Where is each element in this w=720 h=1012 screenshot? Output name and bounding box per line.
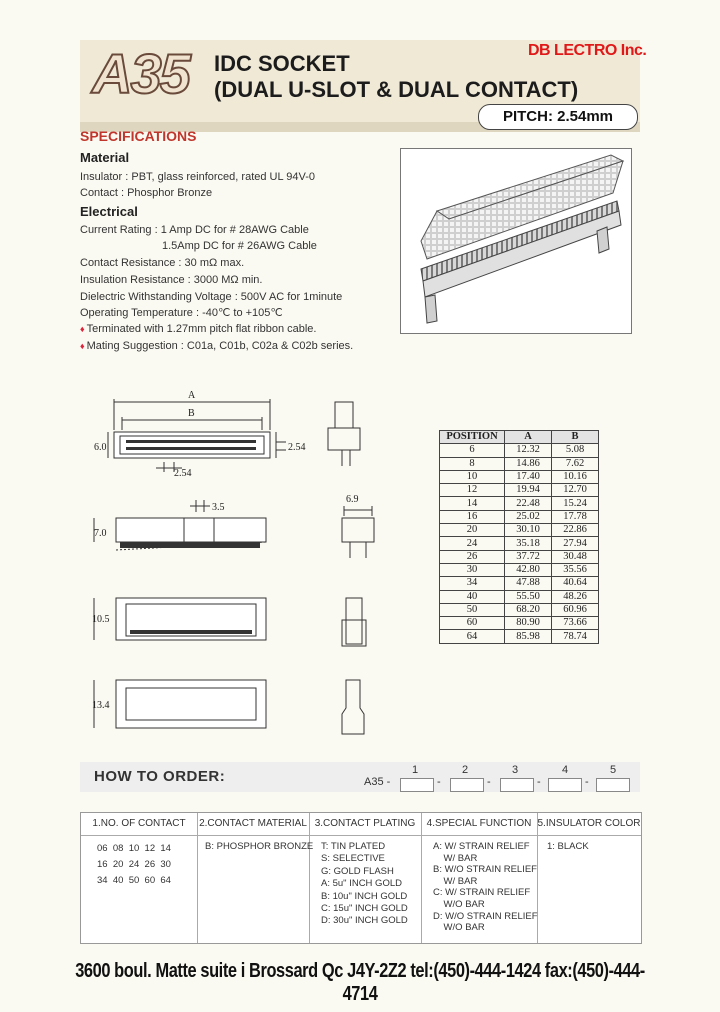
position-cell: 20 <box>440 524 505 537</box>
dim-a-cell: 37.72 <box>505 550 552 563</box>
order-option-line: C: W/ STRAIN RELIEF <box>433 887 531 899</box>
model-number: A35 <box>92 42 189 105</box>
order-option-line: W/ BAR <box>433 852 478 864</box>
dim-a-cell: 14.86 <box>505 457 552 470</box>
product-subtitle: (DUAL U-SLOT & DUAL CONTACT) <box>214 77 579 102</box>
order-options-table <box>80 812 642 944</box>
dim-b-cell: 48.26 <box>552 590 599 603</box>
order-slot-box <box>400 778 434 792</box>
position-cell: 24 <box>440 537 505 550</box>
note-line: ♦ Terminated with 1.27mm pitch flat ribbon cable. <box>80 323 317 335</box>
order-option-line: B: PHOSPHOR BRONZE <box>205 841 314 852</box>
position-cell: 34 <box>440 577 505 590</box>
diamond-bullet-icon: ♦ <box>80 324 85 334</box>
dim-b-cell: 5.08 <box>552 444 599 457</box>
order-slot-number: 3 <box>512 764 519 776</box>
dim-a-cell: 80.90 <box>505 617 552 630</box>
dim-label-13-4: 13.4 <box>92 700 110 711</box>
order-option-line: B: 10u" INCH GOLD <box>321 890 408 902</box>
product-photo <box>400 148 632 334</box>
dim-a-cell: 55.50 <box>505 590 552 603</box>
position-cell: 50 <box>440 603 505 616</box>
table-row <box>440 484 599 497</box>
dim-label-2-54-right: 2.54 <box>288 442 306 453</box>
technical-drawings <box>80 390 380 750</box>
position-cell: 6 <box>440 444 505 457</box>
spec-line: Dielectric Withstanding Voltage : 500V AC for 1minute <box>80 291 343 303</box>
position-cell: 60 <box>440 617 505 630</box>
order-option-line: T: TIN PLATED <box>321 841 386 852</box>
order-option-line: C: 15u" INCH GOLD <box>321 903 408 915</box>
col-header-position: POSITION <box>440 431 505 444</box>
order-column-lines <box>97 841 171 889</box>
order-option-line: G: GOLD FLASH <box>321 865 394 877</box>
specifications-heading: SPECIFICATIONS <box>80 128 197 144</box>
col-header-a: A <box>505 431 552 444</box>
note-line: ♦ Mating Suggestion : C01a, C01b, C02a & C02b series. <box>80 340 354 352</box>
order-column-color: 5.INSULATOR COLOR 1: BLACK <box>537 813 641 943</box>
dim-b-cell: 78.74 <box>552 630 599 643</box>
table-row <box>440 630 599 643</box>
position-cell: 14 <box>440 497 505 510</box>
dim-a-cell: 17.40 <box>505 470 552 483</box>
order-option-line: 06 08 10 12 14 <box>97 843 171 854</box>
dim-label-6-9: 6.9 <box>346 494 359 505</box>
order-column-contacts: 1.NO. OF CONTACT 06 08 10 12 14 16 20 24 26 30 34 40 50 60 64 <box>81 813 198 943</box>
order-option-line: 34 40 50 60 64 <box>97 875 171 886</box>
order-slot-box <box>596 778 630 792</box>
order-option-line: S: SELECTIVE <box>321 853 385 865</box>
spec-line: Insulation Resistance : 3000 MΩ min. <box>80 274 263 286</box>
col-header-b: B <box>552 431 599 444</box>
spec-line: Contact Resistance : 30 mΩ max. <box>80 257 245 269</box>
spec-line: Contact : Phosphor Bronze <box>80 187 213 199</box>
dim-b-cell: 27.94 <box>552 537 599 550</box>
table-row <box>440 617 599 630</box>
table-row <box>440 524 599 537</box>
spec-line: Current Rating : 1 Amp DC for # 28AWG Cable <box>80 224 309 236</box>
order-option-line: W/O BAR <box>433 898 485 910</box>
order-slot-number: 5 <box>610 764 617 776</box>
position-dimension-table <box>439 430 599 644</box>
order-column-function: 4.SPECIAL FUNCTION A: W/ STRAIN RELIEF W/ BAR B: W/O STRAIN RELIEF W/ BAR C: W/ STRAIN RELIEF W/O BAR D: W/O STRAIN RELIEF W/O BAR <box>421 813 538 943</box>
table-row <box>440 444 599 457</box>
dim-a-cell: 68.20 <box>505 603 552 616</box>
dim-a-cell: 47.88 <box>505 577 552 590</box>
dim-a-cell: 19.94 <box>505 484 552 497</box>
order-option-line: D: W/O STRAIN RELIEF <box>433 910 538 922</box>
position-cell: 12 <box>440 484 505 497</box>
position-cell: 10 <box>440 470 505 483</box>
table-row <box>440 510 599 523</box>
dim-label-10-5: 10.5 <box>92 614 110 625</box>
dim-b-cell: 30.48 <box>552 550 599 563</box>
order-slot-box <box>450 778 484 792</box>
pitch-badge: PITCH: 2.54mm <box>478 104 638 130</box>
order-prefix: A35 - <box>364 776 391 788</box>
dim-a-cell: 85.98 <box>505 630 552 643</box>
order-column-lines <box>433 841 538 934</box>
order-option-line: W/O BAR <box>433 922 485 934</box>
table-row <box>440 590 599 603</box>
connector-illustration <box>401 149 631 333</box>
order-slot-number: 1 <box>412 764 419 776</box>
dim-a-cell: 35.18 <box>505 537 552 550</box>
table-row <box>440 550 599 563</box>
order-option-line: B: W/O STRAIN RELIEF <box>433 864 537 876</box>
spec-line: 1.5Amp DC for # 26AWG Cable <box>162 240 317 252</box>
spec-line: Insulator : PBT, glass reinforced, rated UL 94V-0 <box>80 171 315 183</box>
dim-label-2-54-pitch: 2.54 <box>174 468 192 479</box>
order-slot-number: 2 <box>462 764 469 776</box>
position-cell: 40 <box>440 590 505 603</box>
dim-a-cell: 30.10 <box>505 524 552 537</box>
dim-b-cell: 22.86 <box>552 524 599 537</box>
dim-label-b: B <box>188 408 195 419</box>
table-header-row <box>440 431 599 444</box>
dim-b-cell: 7.62 <box>552 457 599 470</box>
dim-label-6-0: 6.0 <box>94 442 107 453</box>
dim-label-3-5: 3.5 <box>212 502 225 513</box>
order-slot-box <box>548 778 582 792</box>
order-column-plating: 3.CONTACT PLATING T: TIN PLATED S: SELECTIVE G: GOLD FLASH A: 5u" INCH GOLD B: 10u" INCH GOLD C: 15u" INCH GOLD D: 30u" INCH GOLD <box>309 813 422 943</box>
table-row <box>440 470 599 483</box>
position-cell: 26 <box>440 550 505 563</box>
table-row <box>440 603 599 616</box>
order-option-line: A: W/ STRAIN RELIEF <box>433 841 530 852</box>
table-row <box>440 577 599 590</box>
spec-line: Operating Temperature : -40℃ to +105℃ <box>80 307 283 319</box>
order-slot-number: 4 <box>562 764 569 776</box>
dim-a-cell: 25.02 <box>505 510 552 523</box>
order-option-line: D: 30u" INCH GOLD <box>321 915 408 927</box>
order-column-lines <box>205 841 313 853</box>
dim-b-cell: 73.66 <box>552 617 599 630</box>
dim-a-cell: 12.32 <box>505 444 552 457</box>
material-heading: Material <box>80 150 130 165</box>
dim-b-cell: 17.78 <box>552 510 599 523</box>
dim-label-a: A <box>188 390 196 401</box>
product-title: IDC SOCKET <box>214 51 350 76</box>
electrical-heading: Electrical <box>80 204 138 219</box>
order-slot-box <box>500 778 534 792</box>
order-column-lines <box>547 841 589 853</box>
position-cell: 16 <box>440 510 505 523</box>
brand-logo: DB LECTRO Inc. <box>528 42 647 59</box>
order-option-line: 1: BLACK <box>547 841 589 852</box>
order-column-lines <box>321 841 408 928</box>
how-to-order-heading: HOW TO ORDER: <box>94 768 226 785</box>
order-option-line: 16 20 24 26 30 <box>97 859 171 870</box>
order-column-material: 2.CONTACT MATERIAL B: PHOSPHOR BRONZE <box>197 813 310 943</box>
dim-label-7-0: 7.0 <box>94 528 107 539</box>
position-cell: 8 <box>440 457 505 470</box>
dim-a-cell: 42.80 <box>505 563 552 576</box>
table-row <box>440 563 599 576</box>
order-option-line: W/ BAR <box>433 875 478 887</box>
position-cell: 30 <box>440 563 505 576</box>
dim-b-cell: 60.96 <box>552 603 599 616</box>
dim-b-cell: 15.24 <box>552 497 599 510</box>
dim-a-cell: 22.48 <box>505 497 552 510</box>
dim-b-cell: 10.16 <box>552 470 599 483</box>
position-cell: 64 <box>440 630 505 643</box>
dim-b-cell: 35.56 <box>552 563 599 576</box>
dim-b-cell: 40.64 <box>552 577 599 590</box>
dim-b-cell: 12.70 <box>552 484 599 497</box>
diamond-bullet-icon: ♦ <box>80 341 85 351</box>
company-address-footer: 3600 boul. Matte suite i Brossard Qc J4Y-2Z2 tel:(450)-444-1424 fax:(450)-444-4714 <box>75 960 645 1005</box>
table-row <box>440 537 599 550</box>
table-row <box>440 457 599 470</box>
order-option-line: A: 5u" INCH GOLD <box>321 878 402 890</box>
table-row <box>440 497 599 510</box>
